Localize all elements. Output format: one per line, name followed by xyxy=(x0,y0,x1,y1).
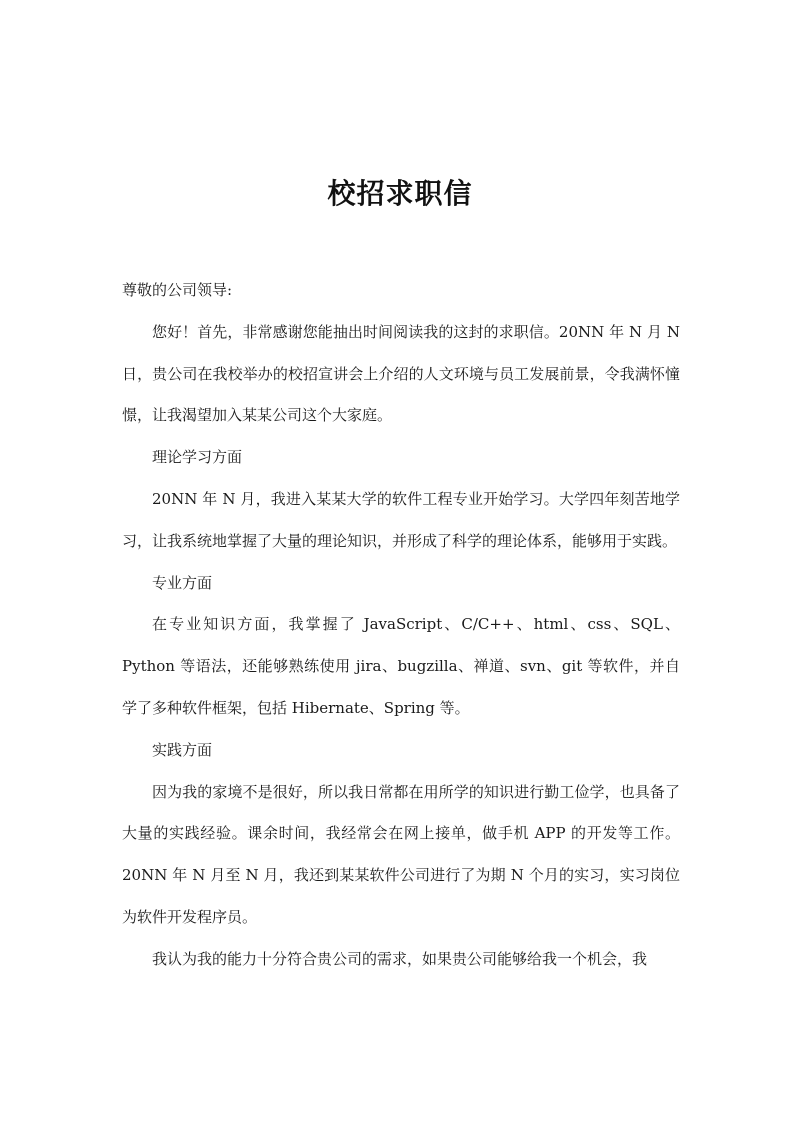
closing-paragraph: 我认为我的能力十分符合贵公司的需求，如果贵公司能够给我一个机会，我 xyxy=(152,949,648,968)
practice-paragraph: 因为我的家境不是很好，所以我日常都在用所学的知识进行勤工俭学，也具备了大量的实践经验。课余时间，我经常会在网上接单，做手机 APP 的开发等工作。20NN 年 N 月至 N 月，我还到某某软件公司进行了为期 N 个月的实习，实习岗位为软件开发程序员。 xyxy=(122,782,680,926)
letter-title: 校招求职信 xyxy=(327,177,473,210)
letter-body xyxy=(122,270,680,981)
section-heading-practice: 实践方面 xyxy=(152,740,213,759)
professional-paragraph: 在专业知识方面，我掌握了 JavaScript、C/C++、html、css、SQL、Python 等语法，还能够熟练使用 jira、bugzilla、禅道、svn、git 等软件，并自学了多种软件框架，包括 Hibernate、Spring 等。 xyxy=(122,615,680,717)
salutation: 尊敬的公司领导: xyxy=(122,281,233,299)
section-heading-theory: 理论学习方面 xyxy=(152,448,243,467)
intro-paragraph: 您好！首先，非常感谢您能抽出时间阅读我的这封的求职信。20NN 年 N 月 N 日，贵公司在我校举办的校招宣讲会上介绍的人文环境与员工发展前景，令我满怀憧憬，让我渴望加入某某公司这个大家庭。 xyxy=(122,322,680,425)
section-heading-professional: 专业方面 xyxy=(152,573,213,592)
theory-paragraph: 20NN 年 N 月，我进入某某大学的软件工程专业开始学习。大学四年刻苦地学习，让我系统地掌握了大量的理论知识，并形成了科学的理论体系，能够用于实践。 xyxy=(122,489,680,550)
